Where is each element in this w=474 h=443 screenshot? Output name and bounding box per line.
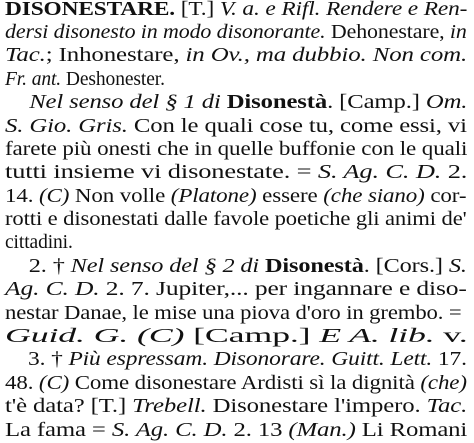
entry-line [5, 138, 467, 162]
entry-text-run: [Camp.] [184, 326, 320, 347]
entry-text-run: S. [448, 256, 467, 277]
entry-text-run: Nel senso del § 2 di [70, 256, 260, 277]
entry-line [5, 419, 467, 443]
entry-text-run: farete più onesti che in quelle buffonie con le quali [5, 139, 468, 160]
entry-text-run: La fama = [5, 420, 112, 441]
entry-line [5, 255, 467, 279]
entry-text-run: (che siano) [323, 186, 425, 207]
entry-line [5, 325, 468, 349]
entry-text-run: v. [434, 326, 468, 347]
entry-text-run: (Man.) [288, 420, 356, 441]
entry-text-run: 3. † [5, 349, 69, 370]
entry-text-run: essere [256, 186, 324, 207]
entry-text-run: . [Camp.] [327, 92, 426, 113]
entry-text-run: ; Inhonestare, [45, 45, 186, 66]
entry-text-run: (C) [136, 326, 185, 347]
entry-text-run: Dehonestare, [325, 22, 450, 43]
entry-text-run: 2. † [5, 256, 71, 277]
entry-text-run: [T.] [174, 0, 220, 20]
entry-text-run: rotti e disonestati dalle favole poetiche gli animi de' [5, 209, 467, 230]
entry-text-run: S. Ag. C. D. [111, 420, 228, 441]
entry-line [5, 0, 467, 22]
entry-line [5, 21, 467, 45]
entry-text-run: in [449, 22, 467, 43]
entry-text-run: Disonestà [259, 256, 364, 277]
entry-text-run: 2. 7. Jupiter,... per ingannare e diso- [99, 279, 467, 300]
entry-text-run: cor- [424, 186, 467, 207]
entry-line [5, 115, 467, 139]
entry-text-run: Con le quali cose tu, come essi, vi [127, 116, 467, 137]
entry-text-run: nestar Danae, le mise una piova d'oro in grembo. = [5, 303, 468, 324]
entry-text-run: (che) [420, 373, 467, 394]
entry-text-run: 2. [441, 162, 468, 183]
entry-text-run [128, 326, 137, 347]
entry-line [5, 231, 73, 255]
entry-line [5, 395, 467, 419]
entry-text-run: Non volle [69, 186, 171, 207]
entry-line [5, 185, 466, 209]
entry-text-run: cittadini. [5, 232, 73, 253]
entry-text-run: Fr. ant. [5, 69, 62, 90]
entry-text-run [5, 92, 29, 113]
entry-line [5, 372, 467, 396]
entry-text-run: Li Romani [355, 420, 468, 441]
entry-text-run: 14. [5, 186, 40, 207]
entry-text-run: Trebell. [132, 396, 207, 417]
entry-text-run: Guid. G. [5, 326, 129, 347]
entry-text-run: tutti insieme vi disonestate. = [5, 162, 318, 183]
entry-text-run: dersi disonesto in modo disonorante. [5, 22, 326, 43]
entry-text-run: . [Cors.] [363, 256, 449, 277]
entry-text-run: (Platone) [170, 186, 257, 207]
entry-text-run: Più espressam. Disonorare. Guitt. Lett. [68, 349, 433, 370]
entry-text-run: Disonestare l'impero. [206, 396, 427, 417]
entry-text-run: Ag. C. D. [5, 279, 100, 300]
entry-line [5, 302, 467, 326]
entry-text-run: S. Gio. Gris. [5, 116, 128, 137]
entry-text-run: S. Ag. C. D. [317, 162, 442, 183]
entry-line [5, 161, 467, 185]
entry-line [5, 68, 165, 92]
entry-text-run: V. a. e Rifl. [219, 0, 321, 20]
entry-line [5, 44, 467, 68]
entry-text-run: Om. [425, 92, 468, 113]
entry-text-run: t'è data? [T.] [5, 396, 133, 417]
entry-text-run: E A. lib. [319, 326, 435, 347]
entry-text-run: Deshonester. [61, 69, 165, 90]
entry-text-run: Come disonestare Ardisti sì la dignità [69, 373, 421, 394]
entry-text-run: 48. [5, 373, 39, 394]
entry-line [5, 208, 467, 232]
entry-text-run: (C) [39, 186, 70, 207]
entry-text-run: Tac. [426, 396, 468, 417]
entry-text-run: 2. 13 [227, 420, 289, 441]
entry-line [5, 278, 467, 302]
entry-text-run: DISONESTARE. [5, 0, 175, 20]
entry-text-run: Disonestà [220, 92, 328, 113]
entry-text-run: Tac. [5, 45, 46, 66]
entry-text-run: Rendere e Ren- [326, 0, 468, 20]
entry-line [5, 348, 467, 372]
entry-text-run: in Ov., ma dubbio. Non com. [185, 45, 468, 66]
entry-line [5, 91, 467, 115]
entry-text-run: Nel senso del § 1 di [29, 92, 221, 113]
entry-text-run: (C) [38, 373, 70, 394]
entry-text-run: 17. [432, 349, 467, 370]
